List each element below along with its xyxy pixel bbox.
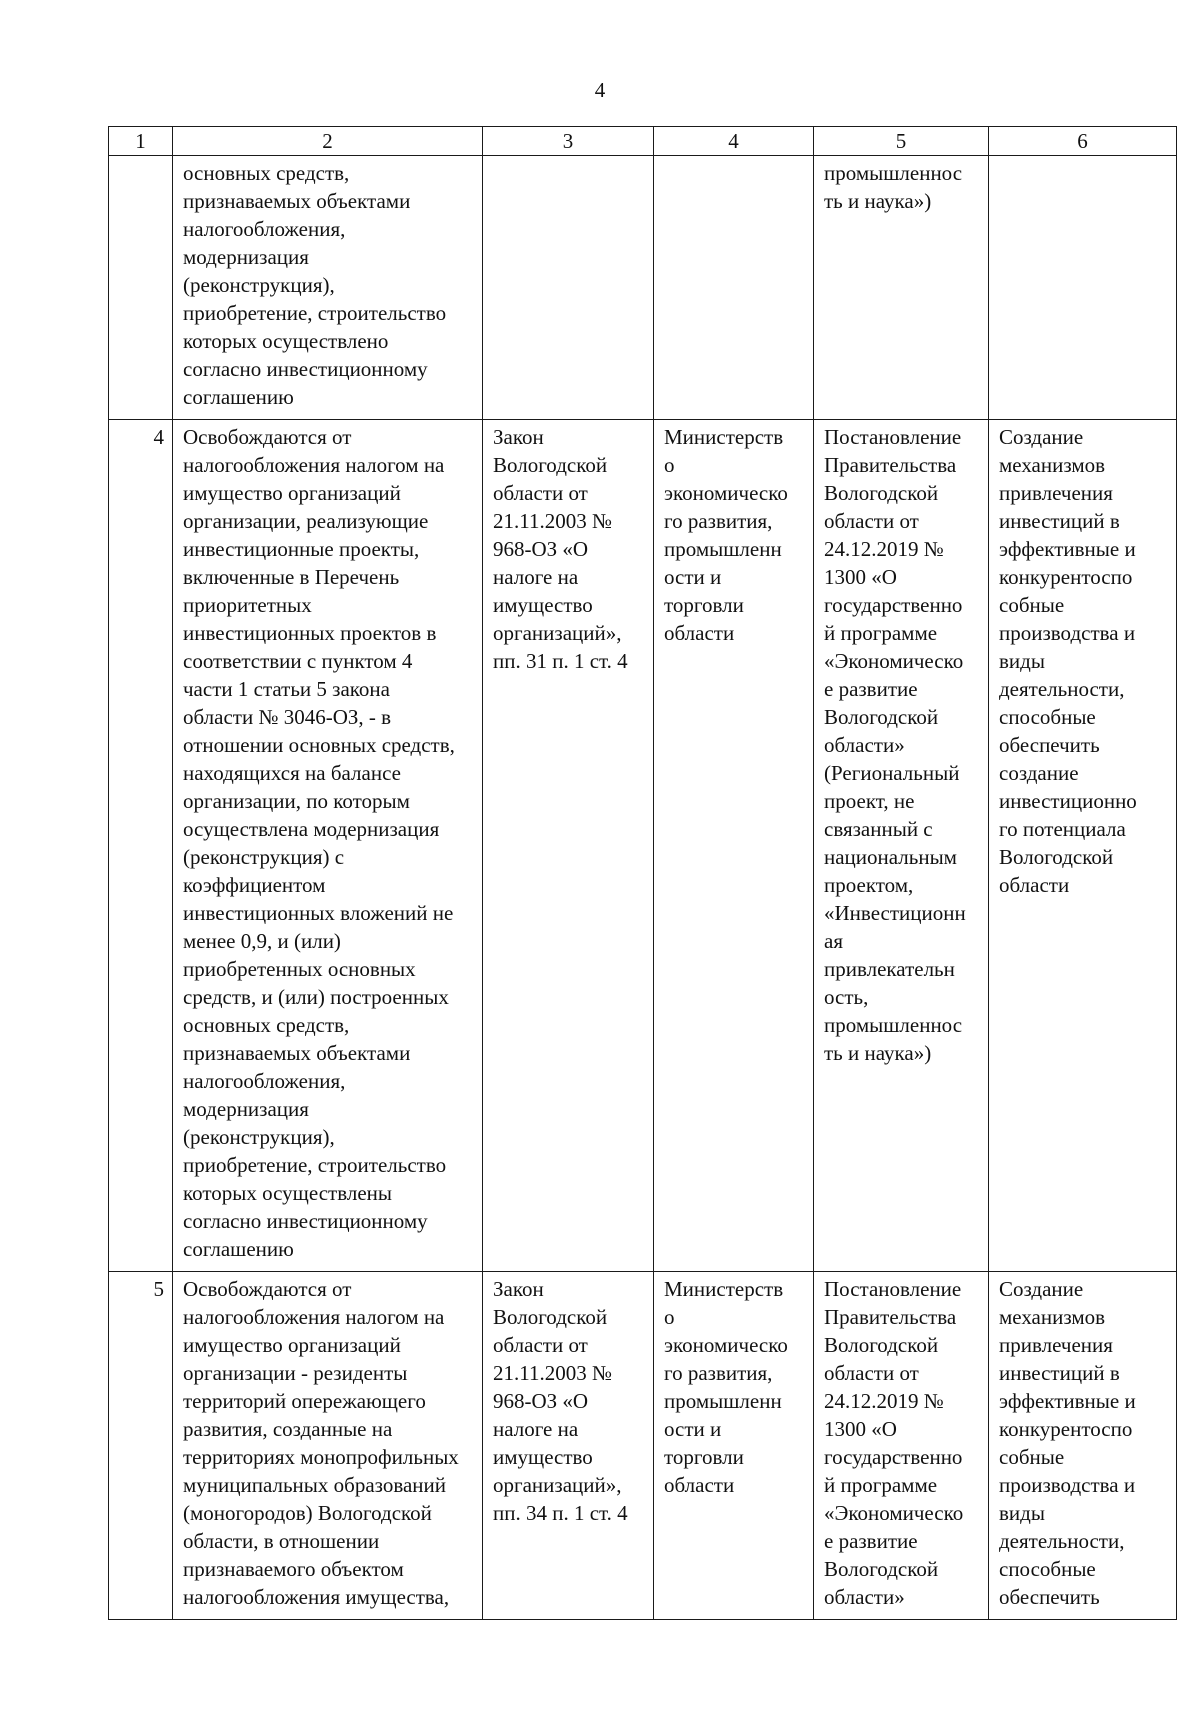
state-program: промышленнос ть и наука») (814, 156, 989, 420)
curator-body: Министерств о экономическо го развития, промышленн ости и торговли области (654, 420, 814, 1272)
document-table (108, 126, 1177, 1620)
curator-body (654, 156, 814, 420)
state-program: Постановление Правительства Вологодской области от 24.12.2019 № 1300 «О государственно й программе «Экономическо е развитие Вологодской области» (814, 1272, 989, 1620)
column-header-1: 1 (109, 127, 173, 156)
table-header-row (109, 127, 1177, 156)
column-header-3: 3 (483, 127, 654, 156)
benefit-description: основных средств, признаваемых объектами налогообложения, модернизация (реконструкция), приобретение, строительство которых осуществлено согласно инвестиционному соглашению (173, 156, 483, 420)
table-row (109, 1272, 1177, 1620)
column-header-2: 2 (173, 127, 483, 156)
benefit-description: Освобождаются от налогообложения налогом на имущество организаций организации - резиденты территорий опережающего развития, созданные на территориях монопрофильных муниципальных образований (моногородов) Вологодской области, в отношении признаваемого объектом налогообложения имущества, (173, 1272, 483, 1620)
legal-basis: Закон Вологодской области от 21.11.2003 № 968-ОЗ «О налоге на имущество организаций», пп. 31 п. 1 ст. 4 (483, 420, 654, 1272)
state-program: Постановление Правительства Вологодской области от 24.12.2019 № 1300 «О государственно й программе «Экономическо е развитие Вологодской области» (Региональный проект, не связанный с национальным проектом, «Инвестиционн ая привлекательн ость, промышленнос ть и наука») (814, 420, 989, 1272)
column-header-4: 4 (654, 127, 814, 156)
legal-basis (483, 156, 654, 420)
legal-basis: Закон Вологодской области от 21.11.2003 № 968-ОЗ «О налоге на имущество организаций», пп. 34 п. 1 ст. 4 (483, 1272, 654, 1620)
benefit-goal: Создание механизмов привлечения инвестиций в эффективные и конкурентоспо собные производства и виды деятельности, способные обеспечить (989, 1272, 1177, 1620)
table-row (109, 420, 1177, 1272)
column-header-5: 5 (814, 127, 989, 156)
table-row (109, 156, 1177, 420)
row-number: 4 (109, 420, 173, 1272)
row-number (109, 156, 173, 420)
benefit-goal (989, 156, 1177, 420)
page-number: 4 (594, 78, 606, 102)
row-number: 5 (109, 1272, 173, 1620)
benefit-description: Освобождаются от налогообложения налогом на имущество организаций организации, реализующие инвестиционные проекты, включенные в Перечень приоритетных инвестиционных проектов в соответствии с пунктом 4 части 1 статьи 5 закона области № 3046-ОЗ, - в отношении основных средств, находящихся на балансе организации, по которым осуществлена модернизация (реконструкция) с коэффициентом инвестиционных вложений не менее 0,9, и (или) приобретенных основных средств, и (или) построенных основных средств, признаваемых объектами налогообложения, модернизация (реконструкция), приобретение, строительство которых осуществлены согласно инвестиционному соглашению (173, 420, 483, 1272)
column-header-6: 6 (989, 127, 1177, 156)
benefit-goal: Создание механизмов привлечения инвестиций в эффективные и конкурентоспо собные производства и виды деятельности, способные обеспечить создание инвестиционно го потенциала Вологодской области (989, 420, 1177, 1272)
curator-body: Министерств о экономическо го развития, промышленн ости и торговли области (654, 1272, 814, 1620)
